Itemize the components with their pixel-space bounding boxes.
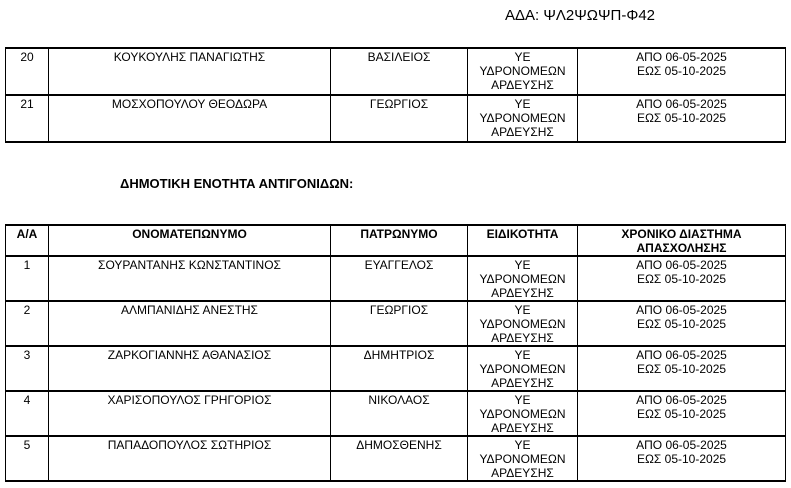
col-header-period-line2: ΑΠΑΣΧΟΛΗΣΗΣ xyxy=(636,241,727,255)
patronymic-cell xyxy=(331,391,468,436)
col-header-specialty: ΕΙΔΙΚΟΤΗΤΑ xyxy=(468,225,578,256)
specialty-cell-line: ΥΔΡΟΝΟΜΕΩΝ xyxy=(479,407,566,421)
row-number-cell-line: 21 xyxy=(20,97,34,111)
patronymic-cell-line: ΓΕΩΡΓΙΟΣ xyxy=(369,97,429,111)
specialty-cell-line: ΥΕ xyxy=(514,258,531,272)
specialty-cell xyxy=(468,48,578,95)
patronymic-cell xyxy=(331,95,468,142)
specialty-cell-line: ΥΔΡΟΝΟΜΕΩΝ xyxy=(479,272,566,286)
specialty-cell-line: ΥΕ xyxy=(514,303,531,317)
specialty-cell-line: ΥΔΡΟΝΟΜΕΩΝ xyxy=(479,111,566,125)
row-number-cell xyxy=(6,346,49,391)
period-cell-line: ΕΩΣ 05-10-2025 xyxy=(636,272,727,286)
main-table xyxy=(5,224,786,482)
table-header-row xyxy=(6,225,786,256)
period-cell xyxy=(578,391,786,436)
patronymic-cell xyxy=(331,256,468,301)
row-number-cell-line: 5 xyxy=(23,438,31,452)
period-cell xyxy=(578,436,786,481)
patronymic-cell xyxy=(331,301,468,346)
name-cell xyxy=(49,346,331,391)
specialty-cell xyxy=(468,391,578,436)
col-header-period xyxy=(578,225,786,256)
row-number-cell-line: 3 xyxy=(23,348,31,362)
period-cell xyxy=(578,95,786,142)
period-cell-line: ΕΩΣ 05-10-2025 xyxy=(636,452,727,466)
name-cell-line: ΠΑΠΑΔΟΠΟΥΛΟΣ ΣΩΤΗΡΙΟΣ xyxy=(107,438,272,452)
patronymic-cell-line: ΝΙΚΟΛΑΟΣ xyxy=(368,393,430,407)
specialty-cell-line: ΥΕ xyxy=(514,50,531,64)
specialty-cell-line: ΑΡΔΕΥΣΗΣ xyxy=(491,78,554,92)
row-number-cell xyxy=(6,256,49,301)
table-row xyxy=(6,391,786,436)
period-cell xyxy=(578,301,786,346)
row-number-cell xyxy=(6,436,49,481)
period-cell-line: ΑΠΟ 06-05-2025 xyxy=(636,393,727,407)
name-cell-line: ΑΛΜΠΑΝΙΔΗΣ ΑΝΕΣΤΗΣ xyxy=(121,303,258,317)
col-header-index: Α/Α xyxy=(6,225,49,256)
period-cell-line: ΕΩΣ 05-10-2025 xyxy=(636,317,727,331)
row-number-cell xyxy=(6,301,49,346)
name-cell xyxy=(49,95,331,142)
col-header-period-line1: ΧΡΟΝΙΚΟ ΔΙΑΣΤΗΜΑ xyxy=(621,227,742,241)
row-number-cell-line: 2 xyxy=(23,303,31,317)
row-number-cell-line: 1 xyxy=(23,258,31,272)
specialty-cell-line: ΥΕ xyxy=(514,348,531,362)
col-header-name: ΟΝΟΜΑΤΕΠΩΝΥΜΟ xyxy=(49,225,331,256)
specialty-cell-line: ΥΕ xyxy=(514,393,531,407)
period-cell-line: ΑΠΟ 06-05-2025 xyxy=(636,97,727,111)
table-row xyxy=(6,301,786,346)
period-cell-line: ΑΠΟ 06-05-2025 xyxy=(636,50,727,64)
name-cell xyxy=(49,48,331,95)
specialty-cell-line: ΥΔΡΟΝΟΜΕΩΝ xyxy=(479,64,566,78)
specialty-cell-line: ΑΡΔΕΥΣΗΣ xyxy=(491,286,554,300)
ada-reference: ΑΔΑ: ΨΛ2ΨΩΨΠ-Φ42 xyxy=(505,7,656,24)
name-cell xyxy=(49,391,331,436)
patronymic-cell-line: ΔΗΜΟΣΘΕΝΗΣ xyxy=(356,438,442,452)
specialty-cell-line: ΥΔΡΟΝΟΜΕΩΝ xyxy=(479,362,566,376)
row-number-cell-line: 4 xyxy=(23,393,31,407)
patronymic-cell xyxy=(331,346,468,391)
row-number-cell xyxy=(6,95,49,142)
period-cell-line: ΕΩΣ 05-10-2025 xyxy=(636,362,727,376)
main-table-body xyxy=(6,256,786,481)
table-row xyxy=(6,256,786,301)
table-row xyxy=(6,346,786,391)
specialty-cell-line: ΑΡΔΕΥΣΗΣ xyxy=(491,125,554,139)
specialty-cell-line: ΥΕ xyxy=(514,97,531,111)
name-cell-line: ΜΟΣΧΟΠΟΥΛΟΥ ΘΕΟΔΩΡΑ xyxy=(111,97,268,111)
specialty-cell-line: ΑΡΔΕΥΣΗΣ xyxy=(491,421,554,435)
name-cell xyxy=(49,436,331,481)
period-cell-line: ΕΩΣ 05-10-2025 xyxy=(636,64,727,78)
period-cell-line: ΕΩΣ 05-10-2025 xyxy=(636,111,727,125)
name-cell xyxy=(49,256,331,301)
specialty-cell xyxy=(468,436,578,481)
specialty-cell-line: ΥΔΡΟΝΟΜΕΩΝ xyxy=(479,317,566,331)
period-cell-line: ΑΠΟ 06-05-2025 xyxy=(636,438,727,452)
table-row xyxy=(6,95,786,142)
specialty-cell xyxy=(468,95,578,142)
period-cell-line: ΑΠΟ 06-05-2025 xyxy=(636,348,727,362)
section-heading: ΔΗΜΟΤΙΚΗ ΕΝΟΤΗΤΑ ΑΝΤΙΓΟΝΙΔΩΝ: xyxy=(120,176,354,191)
specialty-cell-line: ΑΡΔΕΥΣΗΣ xyxy=(491,466,554,480)
patronymic-cell-line: ΕΥΑΓΓΕΛΟΣ xyxy=(364,258,434,272)
period-cell xyxy=(578,346,786,391)
name-cell-line: ΖΑΡΚΟΓΙΑΝΝΗΣ ΑΘΑΝΑΣΙΟΣ xyxy=(107,348,272,362)
period-cell-line: ΕΩΣ 05-10-2025 xyxy=(636,407,727,421)
row-number-cell xyxy=(6,48,49,95)
row-number-cell xyxy=(6,391,49,436)
continuation-table xyxy=(5,47,786,143)
specialty-cell-line: ΥΕ xyxy=(514,438,531,452)
name-cell-line: ΣΟΥΡΑΝΤΑΝΗΣ ΚΩΝΣΤΑΝΤΙΝΟΣ xyxy=(98,258,281,272)
table-row xyxy=(6,48,786,95)
row-number-cell-line: 20 xyxy=(20,50,34,64)
patronymic-cell xyxy=(331,48,468,95)
name-cell-line: ΧΑΡΙΣΟΠΟΥΛΟΣ ΓΡΗΓΟΡΙΟΣ xyxy=(107,393,272,407)
specialty-cell xyxy=(468,346,578,391)
patronymic-cell-line: ΒΑΣΙΛΕΙΟΣ xyxy=(367,50,431,64)
specialty-cell-line: ΑΡΔΕΥΣΗΣ xyxy=(491,331,554,345)
patronymic-cell xyxy=(331,436,468,481)
patronymic-cell-line: ΓΕΩΡΓΙΟΣ xyxy=(369,303,429,317)
specialty-cell-line: ΑΡΔΕΥΣΗΣ xyxy=(491,376,554,390)
col-header-patronymic: ΠΑΤΡΩΝΥΜΟ xyxy=(331,225,468,256)
name-cell-line: ΚΟΥΚΟΥΛΗΣ ΠΑΝΑΓΙΩΤΗΣ xyxy=(113,50,266,64)
patronymic-cell-line: ΔΗΜΗΤΡΙΟΣ xyxy=(363,348,435,362)
period-cell-line: ΑΠΟ 06-05-2025 xyxy=(636,258,727,272)
name-cell xyxy=(49,301,331,346)
table-row xyxy=(6,436,786,481)
specialty-cell-line: ΥΔΡΟΝΟΜΕΩΝ xyxy=(479,452,566,466)
period-cell xyxy=(578,48,786,95)
specialty-cell xyxy=(468,256,578,301)
continuation-table-body xyxy=(6,48,786,142)
specialty-cell xyxy=(468,301,578,346)
period-cell xyxy=(578,256,786,301)
period-cell-line: ΑΠΟ 06-05-2025 xyxy=(636,303,727,317)
